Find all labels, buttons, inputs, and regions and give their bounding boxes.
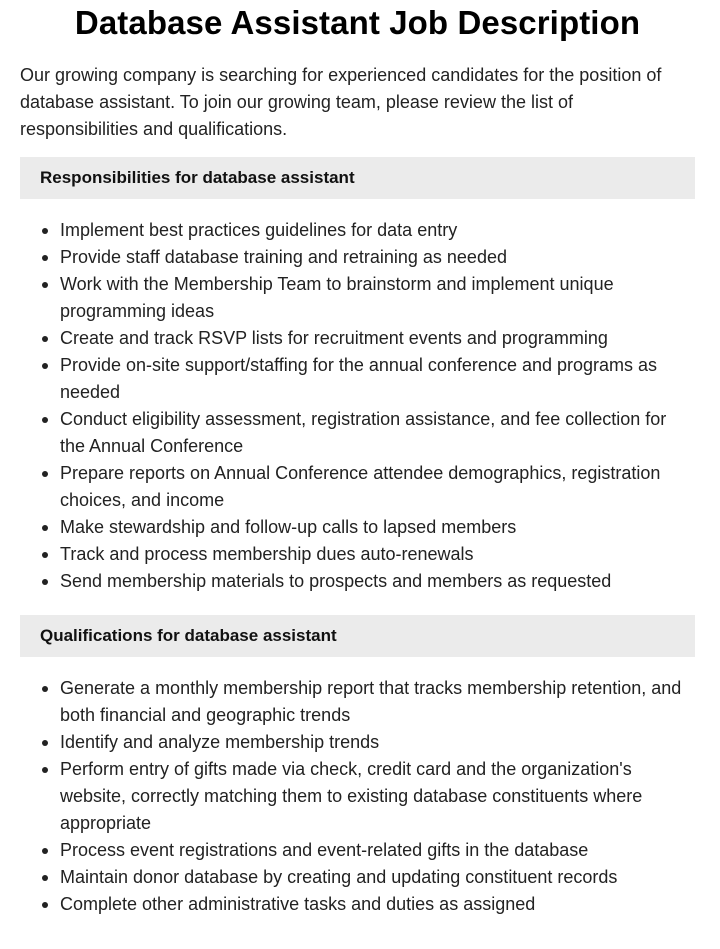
list-item-text: Create and track RSVP lists for recruitment events and programming [60, 328, 608, 348]
list-item [60, 756, 695, 837]
list-item [60, 675, 695, 729]
bullet-icon [42, 848, 48, 854]
list-item-text: Perform entry of gifts made via check, credit card and the organization's website, correctly matching them to existing database constituents where appropriate [60, 759, 643, 833]
list-item [60, 541, 695, 568]
list-item-text: Maintain donor database by creating and updating constituent records [60, 867, 618, 887]
bullet-icon [42, 902, 48, 908]
list-item [60, 271, 695, 325]
list-item-text: Implement best practices guidelines for data entry [60, 220, 458, 240]
list-item [60, 891, 695, 918]
list-item [60, 352, 695, 406]
bullet-icon [42, 875, 48, 881]
bullet-icon [42, 255, 48, 261]
list-item-text: Conduct eligibility assessment, registration assistance, and fee collection for the Annual Conference [60, 409, 667, 456]
list-item [60, 406, 695, 460]
list-item-text: Send membership materials to prospects and members as requested [60, 571, 612, 591]
bullet-icon [42, 336, 48, 342]
list-item-text: Provide staff database training and retraining as needed [60, 247, 507, 267]
list-item-text: Identify and analyze membership trends [60, 732, 380, 752]
list-item [60, 217, 695, 244]
list-item [60, 729, 695, 756]
responsibilities-list [20, 217, 695, 595]
list-item-text: Generate a monthly membership report that tracks membership retention, and both financial and geographic trends [60, 678, 682, 725]
bullet-icon [42, 686, 48, 692]
list-item [60, 460, 695, 514]
list-item [60, 837, 695, 864]
list-item-text: Work with the Membership Team to brainstorm and implement unique programming ideas [60, 274, 614, 321]
page-title: Database Assistant Job Description [74, 4, 641, 41]
list-item-text: Prepare reports on Annual Conference attendee demographics, registration choices, and income [60, 463, 661, 510]
list-item [60, 514, 695, 541]
list-item-text: Complete other administrative tasks and duties as assigned [60, 894, 536, 914]
bullet-icon [42, 525, 48, 531]
bullet-icon [42, 471, 48, 477]
bullet-icon [42, 552, 48, 558]
list-item [60, 568, 695, 595]
qualifications-header: Qualifications for database assistant [20, 615, 695, 657]
bullet-icon [42, 282, 48, 288]
list-item [60, 325, 695, 352]
bullet-icon [42, 228, 48, 234]
responsibilities-header: Responsibilities for database assistant [20, 157, 695, 199]
intro-paragraph: Our growing company is searching for experienced candidates for the position of database assistant. To join our growing team, please review the list of responsibilities and qualifications. [20, 65, 662, 139]
list-item-text: Provide on-site support/staffing for the annual conference and programs as needed [60, 355, 658, 402]
bullet-icon [42, 417, 48, 423]
bullet-icon [42, 363, 48, 369]
bullet-icon [42, 579, 48, 585]
bullet-icon [42, 740, 48, 746]
list-item-text: Make stewardship and follow-up calls to lapsed members [60, 517, 517, 537]
list-item [60, 244, 695, 271]
qualifications-list [20, 675, 695, 918]
list-item [60, 864, 695, 891]
list-item-text: Process event registrations and event-related gifts in the database [60, 840, 589, 860]
bullet-icon [42, 767, 48, 773]
list-item-text: Track and process membership dues auto-renewals [60, 544, 474, 564]
